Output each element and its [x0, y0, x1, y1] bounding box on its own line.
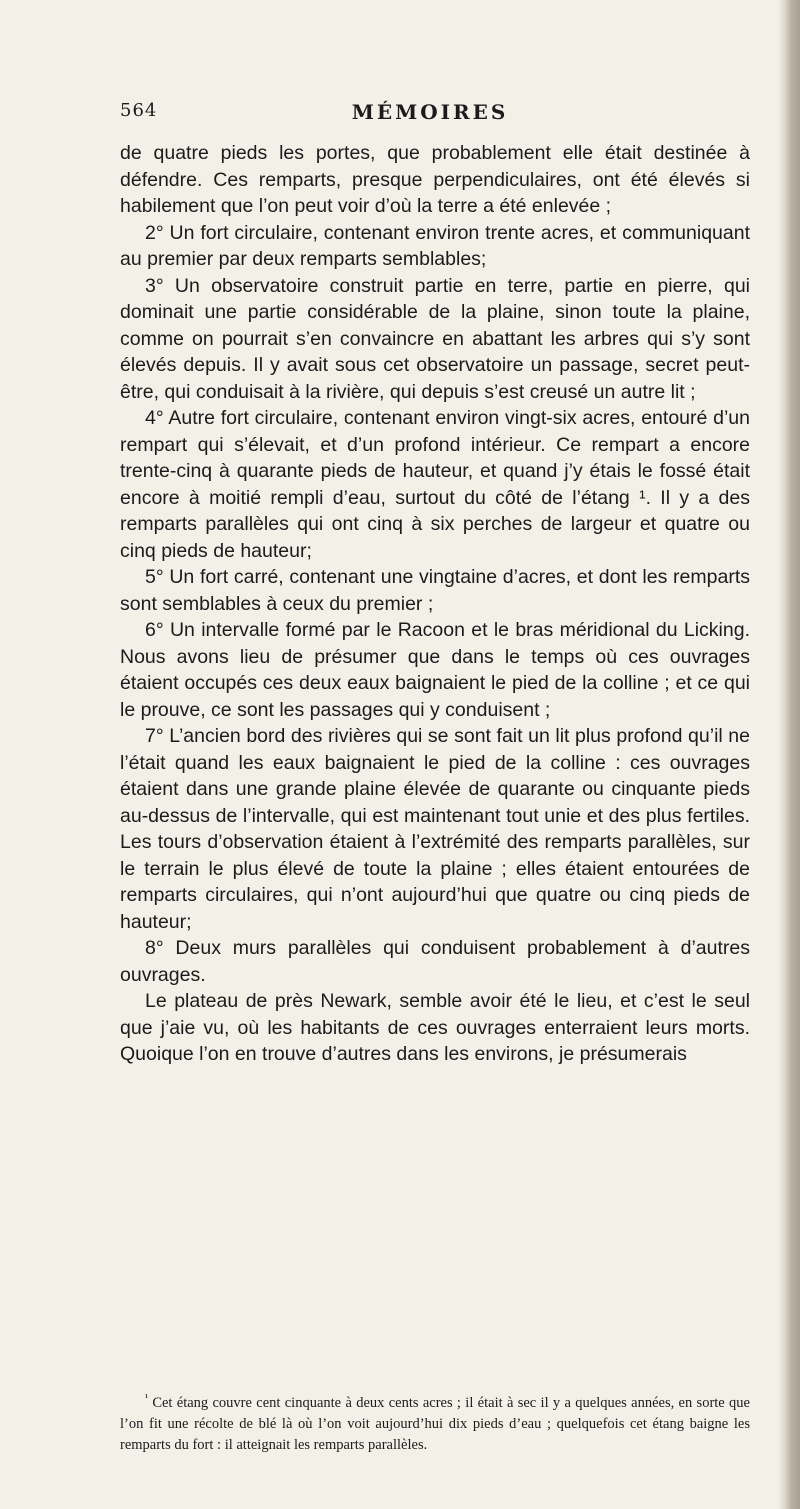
paragraph: de quatre pieds les portes, que probablement elle était destinée à défendre. Ces remparts, presque perpendiculaires, ont été élevés si habilement que l’on peut voir d’où la terre a été enlevée ;	[120, 142, 750, 217]
footnote-text: Cet étang couvre cent cinquante à deux cents acres ; il était à sec il y a quelques années, en sorte que l’on fit une récolte de blé là où l’on voit aujourd’hui dix pieds d’eau ; quelquefois cet étang baigne les remparts du fort : il atteignait les remparts parallèles.	[120, 1394, 750, 1453]
page-header	[120, 100, 740, 130]
paragraph: 8° Deux murs parallèles qui conduisent probablement à d’autres ouvrages.	[120, 937, 750, 986]
paragraph: 2° Un fort circulaire, contenant environ trente acres, et communiquant au premier par deux remparts semblables;	[120, 221, 750, 270]
paragraph: 6° Un intervalle formé par le Racoon et le bras méridional du Licking. Nous avons lieu de présumer que dans le temps où ces ouvrages étaient occupés ces deux eaux baignaient le pied de la colline ; et ce qui le prouve, ce sont les passages qui y conduisent ;	[120, 619, 750, 721]
footnote-marker: ¹	[145, 1392, 149, 1404]
paragraph: 4° Autre fort circulaire, contenant environ vingt-six acres, entouré d’un rempart qui s’élevait, et d’un profond intérieur. Ce rempart a encore trente-cinq à quarante pieds de hauteur, et quand j’y étais le fossé était encore à moitié rempli d’eau, surtout du côté de l’étang ¹. Il y a des remparts parallèles qui ont cinq à six perches de largeur et quatre ou cinq pieds de hauteur;	[120, 407, 750, 562]
paragraph: 5° Un fort carré, contenant une vingtaine d’acres, et dont les remparts sont semblables à ceux du premier ;	[120, 566, 750, 615]
page-number: 564	[120, 100, 158, 121]
paragraph: Le plateau de près Newark, semble avoir été le lieu, et c’est le seul que j’aie vu, où les habitants de ces ouvrages enterraient leurs morts. Quoique l’on en trouve d’autres dans les environs, je présumerais	[120, 990, 750, 1065]
footnote	[120, 1388, 750, 1456]
page-edge-shadow	[778, 0, 800, 1509]
running-title: MÉMOIRES	[351, 100, 509, 124]
body-text	[120, 140, 750, 1068]
paragraph: 3° Un observatoire construit partie en terre, partie en pierre, qui dominait une partie considérable de la plaine, sinon toute la plaine, comme on pourrait s’en convaincre en abattant les arbres qui s’y sont élevés depuis. Il y avait sous cet observatoire un passage, secret peut-être, qui conduisait à la rivière, qui depuis s’est creusé un autre lit ;	[120, 274, 750, 403]
paragraph: 7° L’ancien bord des rivières qui se sont fait un lit plus profond qu’il ne l’était quand les eaux baignaient le pied de la colline : ces ouvrages étaient dans une grande plaine élevée de quarante ou cinquante pieds au-dessus de l’intervalle, qui est maintenant tout unie et des plus fertiles. Les tours d’observation étaient à l’extrémité des remparts parallèles, sur le terrain le plus élevé de toute la plaine ; elles étaient entourées de remparts circulaires, qui n’ont aujourd’hui que quatre ou cinq pieds de hauteur;	[120, 725, 750, 933]
